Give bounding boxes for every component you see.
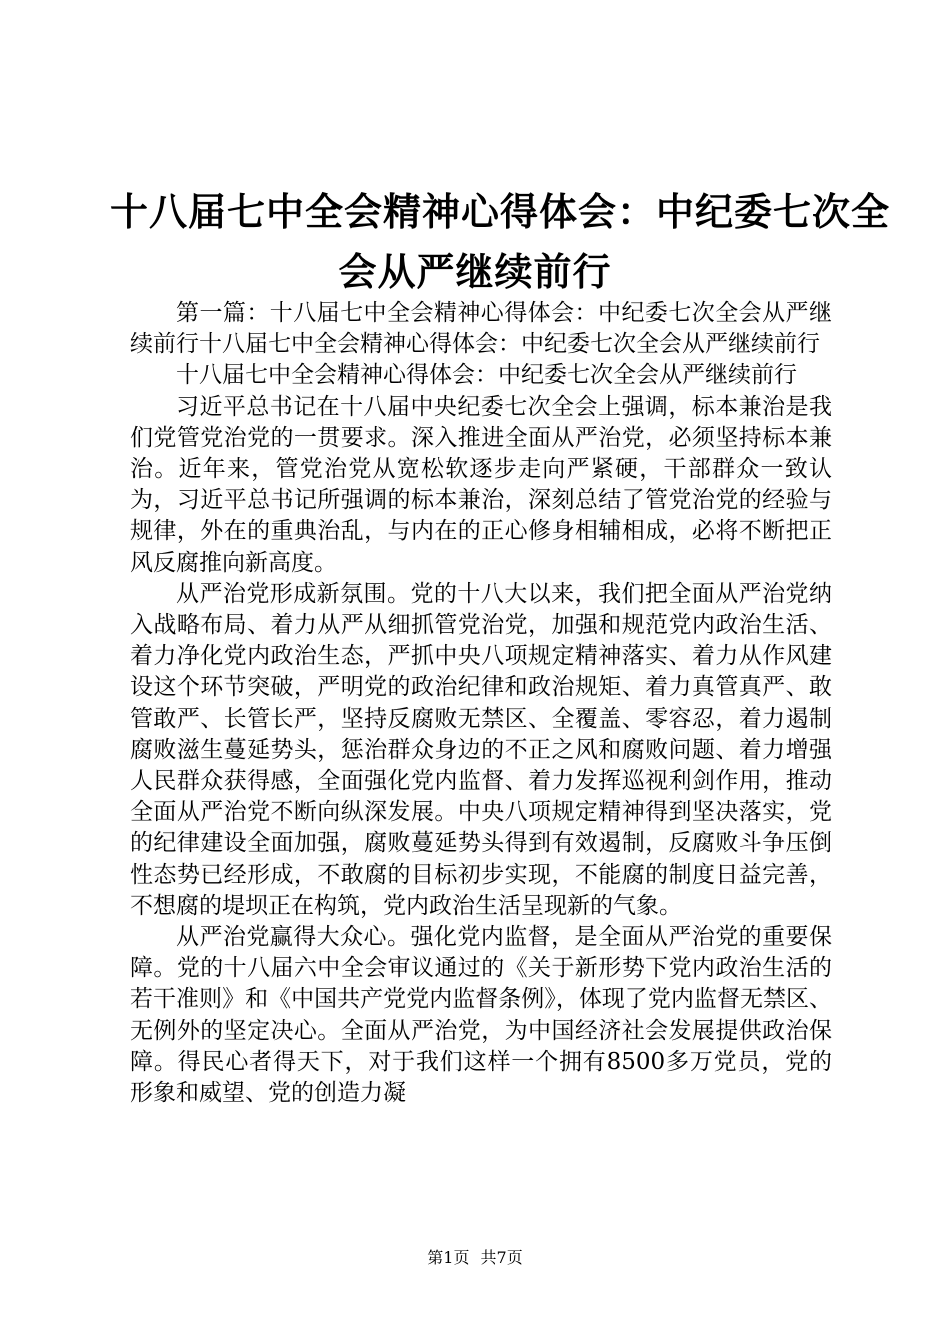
paragraph: 十八届七中全会精神心得体会：中纪委七次全会从严继续前行 [176,362,797,389]
document-title-line-1: 十八届七中全会精神心得体会：中纪委七次全 [110,190,891,234]
page-number-current: 第1页 [427,1248,470,1267]
page-number-total: 共7页 [480,1248,523,1267]
document-title-line-2: 会从严继续前行 [338,250,612,294]
document-body [130,298,832,1109]
paragraph: 从严治党赢得大众心。强化党内监督，是全面从严治党的重要保障。党的十八届六中全会审议通过的《关于新形势下党内政治生活的若干准则》和《中国共产党党内监督条例》，体现了党内监督无禁区、无例外的坚定决心。全面从严治党，为中国经济社会发展提供政治保障。得民心者得天下，对于我们这样一个拥有8500多万党员，党的形象和威望、党的创造力凝 [130,924,832,1107]
paragraph: 从严治党形成新氛围。党的十八大以来，我们把全面从严治党纳入战略布局、着力从严从细抓管党治党，加强和规范党内政治生活、着力净化党内政治生态，严抓中央八项规定精神落实、着力从作风建设这个环节突破，严明党的政治纪律和政治规矩、着力真管真严、敢管敢严、长管长严，坚持反腐败无禁区、全覆盖、零容忍，着力遏制腐败滋生蔓延势头，惩治群众身边的不正之风和腐败问题、着力增强人民群众获得感，全面强化党内监督、着力发挥巡视利剑作用，推动全面从严治党不断向纵深发展。中央八项规定精神得到坚决落实，党的纪律建设全面加强，腐败蔓延势头得到有效遏制，反腐败斗争压倒性态势已经形成，不敢腐的目标初步实现，不能腐的制度日益完善，不想腐的堤坝正在构筑，党内政治生活呈现新的气象。 [130,580,832,919]
paragraph: 第一篇：十八届七中全会精神心得体会：中纪委七次全会从严继续前行十八届七中全会精神心得体会：中纪委七次全会从严继续前行 [130,300,832,358]
page-footer [0,1248,950,1268]
paragraph: 习近平总书记在十八届中央纪委七次全会上强调，标本兼治是我们党管党治党的一贯要求。深入推进全面从严治党，必须坚持标本兼治。近年来，管党治党从宽松软逐步走向严紧硬，干部群众一致认为，习近平总书记所强调的标本兼治，深刻总结了管党治党的经验与规律，外在的重典治乱，与内在的正心修身相辅相成，必将不断把正风反腐推向新高度。 [130,393,832,576]
